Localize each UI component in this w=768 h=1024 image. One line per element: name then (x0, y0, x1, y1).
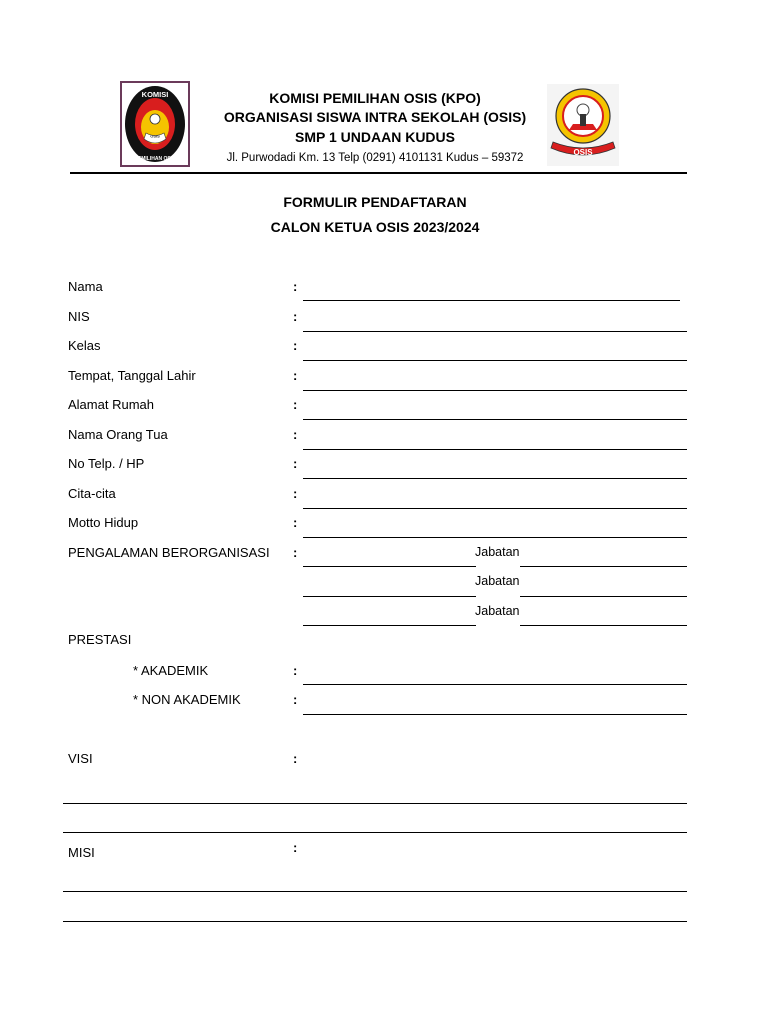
label-nis: NIS (68, 309, 90, 324)
field-telp-line[interactable] (303, 478, 687, 479)
label-jabatan: Jabatan (475, 574, 520, 588)
header-divider (70, 172, 687, 174)
field-motto-line[interactable] (303, 537, 687, 538)
colon: : (293, 397, 298, 412)
field-jabatan-2-line[interactable] (520, 596, 687, 597)
label-prestasi: PRESTASI (68, 632, 132, 647)
colon: : (293, 486, 298, 501)
field-jabatan-3-line[interactable] (520, 625, 687, 626)
label-alamat: Alamat Rumah (68, 397, 154, 412)
header-organization: ORGANISASI SISWA INTRA SEKOLAH (OSIS) (223, 109, 527, 125)
field-cita-line[interactable] (303, 508, 687, 509)
label-misi: MISI (68, 845, 95, 860)
label-ttl: Tempat, Tanggal Lahir (68, 368, 196, 383)
label-non-akademik: * NON AKADEMIK (133, 692, 241, 707)
label-visi: VISI (68, 751, 93, 766)
field-organisasi-3-line[interactable] (303, 625, 476, 626)
svg-text:OSIS: OSIS (573, 148, 593, 157)
field-misi-line-2[interactable] (63, 921, 687, 922)
colon: : (293, 692, 298, 707)
field-organisasi-2-line[interactable] (303, 596, 476, 597)
field-organisasi-1-line[interactable] (303, 566, 476, 567)
field-non-akademik-line[interactable] (303, 714, 687, 715)
colon: : (293, 663, 298, 678)
header-institution: KOMISI PEMILIHAN OSIS (KPO) (269, 90, 481, 106)
svg-text:KOMISI: KOMISI (141, 90, 169, 99)
form-title: FORMULIR PENDAFTARAN (283, 194, 467, 210)
field-kelas-line[interactable] (303, 360, 687, 361)
label-telp: No Telp. / HP (68, 456, 145, 471)
kpo-logo (120, 81, 190, 167)
field-alamat-line[interactable] (303, 419, 687, 420)
field-ortu-line[interactable] (303, 449, 687, 450)
header-address: Jl. Purwodadi Km. 13 Telp (0291) 4101131 Kudus – 59372 (226, 152, 524, 164)
colon: : (293, 427, 298, 442)
label-motto: Motto Hidup (68, 515, 139, 530)
label-pengalaman: PENGALAMAN BERORGANISASI (68, 545, 270, 560)
colon: : (293, 456, 298, 471)
field-nama-line[interactable] (303, 300, 680, 301)
svg-text:OSIS: OSIS (150, 133, 160, 139)
colon: : (293, 309, 298, 324)
colon: : (293, 279, 298, 294)
colon: : (293, 545, 298, 560)
header-school: SMP 1 UNDAAN KUDUS (295, 129, 455, 145)
field-nis-line[interactable] (303, 331, 687, 332)
label-jabatan: Jabatan (475, 545, 520, 559)
field-visi-line-1[interactable] (63, 803, 687, 804)
label-cita: Cita-cita (68, 486, 116, 501)
colon: : (293, 840, 298, 855)
colon: : (293, 338, 298, 353)
label-ortu: Nama Orang Tua (68, 427, 168, 442)
colon: : (293, 515, 298, 530)
colon: : (293, 368, 298, 383)
label-jabatan: Jabatan (475, 604, 520, 618)
colon: : (293, 751, 298, 766)
label-kelas: Kelas (68, 338, 101, 353)
field-misi-line-1[interactable] (63, 891, 687, 892)
field-ttl-line[interactable] (303, 390, 687, 391)
osis-logo (547, 84, 619, 166)
field-jabatan-1-line[interactable] (520, 566, 687, 567)
svg-text:PEMILIHAN OSIS: PEMILIHAN OSIS (134, 156, 176, 162)
field-visi-line-2[interactable] (63, 832, 687, 833)
form-subtitle: CALON KETUA OSIS 2023/2024 (270, 219, 480, 235)
field-akademik-line[interactable] (303, 684, 687, 685)
label-akademik: * AKADEMIK (133, 663, 209, 678)
label-nama: Nama (68, 279, 103, 294)
